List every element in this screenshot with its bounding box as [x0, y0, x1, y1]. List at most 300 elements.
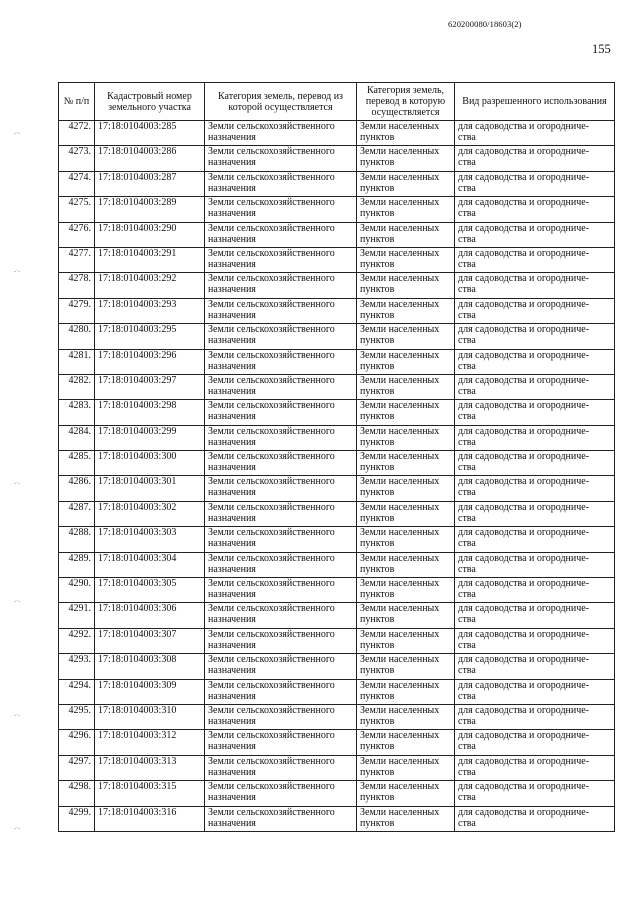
permitted-use [455, 628, 615, 653]
from-category [205, 654, 357, 679]
to-category-line1: Земли населенных [360, 324, 440, 336]
to-category [357, 527, 455, 552]
permitted-use [455, 425, 615, 450]
permitted-use-line1: для садоводства и огородниче- [458, 603, 590, 615]
from-category-line2: назначения [208, 487, 256, 499]
permitted-use [455, 476, 615, 501]
to-category [357, 654, 455, 679]
from-category-line2: назначения [208, 792, 256, 804]
permitted-use-line1: для садоводства и огородниче- [458, 527, 590, 539]
table-row [59, 704, 615, 729]
to-category [357, 425, 455, 450]
from-category-line1: Земли сельскохозяйственного [208, 527, 335, 539]
to-category [357, 171, 455, 196]
from-category-line1: Земли сельскохозяйственного [208, 121, 335, 132]
to-category-line1: Земли населенных [360, 349, 440, 361]
header-from-category: Категория земель, перевод из которой осуществляется [205, 83, 357, 121]
permitted-use-line1: для садоводства и огородниче- [458, 273, 590, 285]
to-category [357, 476, 455, 501]
permitted-use [455, 552, 615, 577]
from-category-line1: Земли сельскохозяйственного [208, 197, 335, 209]
table-row [59, 755, 615, 780]
permitted-use-line1: для садоводства и огородниче- [458, 298, 590, 310]
permitted-use [455, 501, 615, 526]
permitted-use-line1: для садоводства и огородниче- [458, 704, 590, 716]
from-category-line1: Земли сельскохозяйственного [208, 451, 335, 463]
to-category [357, 603, 455, 628]
cadastral-number: 17:18:0104003:307 [95, 628, 205, 653]
permitted-use-line2: ства [458, 512, 476, 524]
permitted-use [455, 755, 615, 780]
to-category [357, 197, 455, 222]
to-category-line1: Земли населенных [360, 476, 440, 488]
to-category [357, 451, 455, 476]
permitted-use-line2: ства [458, 715, 476, 727]
table-row [59, 374, 615, 399]
from-category-line2: назначения [208, 690, 256, 702]
from-category [205, 451, 357, 476]
from-category [205, 730, 357, 755]
to-category-line2: пунктов [360, 538, 395, 550]
from-category [205, 501, 357, 526]
to-category-line2: пунктов [360, 360, 395, 372]
from-category-line2: назначения [208, 715, 256, 727]
to-category-line2: пунктов [360, 715, 395, 727]
permitted-use-line1: для садоводства и огородниче- [458, 806, 590, 818]
to-category-line2: пунктов [360, 208, 395, 220]
from-category [205, 349, 357, 374]
permitted-use-line2: ства [458, 360, 476, 372]
to-category-line2: пунктов [360, 766, 395, 778]
from-category-line2: назначения [208, 462, 256, 474]
permitted-use-line1: для садоводства и огородниче- [458, 222, 590, 234]
margin-mark: -·- [14, 825, 21, 832]
from-category [205, 324, 357, 349]
cadastral-number: 17:18:0104003:316 [95, 806, 205, 831]
to-category-line2: пунктов [360, 182, 395, 194]
from-category-line1: Земли сельскохозяйственного [208, 704, 335, 716]
cadastral-number: 17:18:0104003:312 [95, 730, 205, 755]
to-category-line1: Земли населенных [360, 298, 440, 310]
from-category-line2: назначения [208, 335, 256, 347]
to-category-line1: Земли населенных [360, 806, 440, 818]
to-category [357, 628, 455, 653]
from-category-line2: назначения [208, 208, 256, 220]
from-category-line1: Земли сельскохозяйственного [208, 273, 335, 285]
from-category-line2: назначения [208, 563, 256, 575]
from-category-line1: Земли сельскохозяйственного [208, 806, 335, 818]
table-row [59, 628, 615, 653]
permitted-use-line1: для садоводства и огородниче- [458, 324, 590, 336]
permitted-use-line1: для садоводства и огородниче- [458, 679, 590, 691]
permitted-use [455, 298, 615, 323]
permitted-use-line2: ства [458, 690, 476, 702]
permitted-use-line1: для садоводства и огородниче- [458, 146, 590, 158]
permitted-use [455, 146, 615, 171]
to-category [357, 146, 455, 171]
row-number: 4285. [59, 451, 95, 476]
from-category [205, 527, 357, 552]
to-category-line2: пунктов [360, 690, 395, 702]
permitted-use [455, 121, 615, 146]
header-permitted-use: Вид разрешенного использования [455, 83, 615, 121]
margin-mark: -·- [14, 712, 21, 719]
cadastral-number: 17:18:0104003:289 [95, 197, 205, 222]
to-category-line2: пунктов [360, 741, 395, 753]
permitted-use-line2: ства [458, 665, 476, 677]
row-number: 4284. [59, 425, 95, 450]
from-category [205, 273, 357, 298]
to-category-line1: Земли населенных [360, 374, 440, 386]
row-number: 4292. [59, 628, 95, 653]
permitted-use-line1: для садоводства и огородниче- [458, 476, 590, 488]
to-category [357, 121, 455, 146]
cadastral-number: 17:18:0104003:286 [95, 146, 205, 171]
from-category-line1: Земли сельскохозяйственного [208, 476, 335, 488]
row-number: 4293. [59, 654, 95, 679]
table-row [59, 552, 615, 577]
table-row [59, 806, 615, 831]
permitted-use-line2: ства [458, 639, 476, 651]
from-category-line2: назначения [208, 360, 256, 372]
to-category-line2: пунктов [360, 512, 395, 524]
permitted-use-line1: для садоводства и огородниче- [458, 121, 590, 132]
to-category-line1: Земли населенных [360, 121, 440, 132]
row-number: 4295. [59, 704, 95, 729]
from-category [205, 755, 357, 780]
to-category-line1: Земли населенных [360, 146, 440, 158]
row-number: 4280. [59, 324, 95, 349]
table-row [59, 781, 615, 806]
permitted-use-line1: для садоводства и огородниче- [458, 374, 590, 386]
table-row [59, 247, 615, 272]
permitted-use-line2: ства [458, 385, 476, 397]
to-category-line2: пунктов [360, 157, 395, 169]
table-row [59, 222, 615, 247]
to-category [357, 501, 455, 526]
to-category [357, 806, 455, 831]
to-category [357, 781, 455, 806]
permitted-use-line2: ства [458, 462, 476, 474]
from-category [205, 374, 357, 399]
to-category-line1: Земли населенных [360, 552, 440, 564]
cadastral-number: 17:18:0104003:315 [95, 781, 205, 806]
to-category-line1: Земли населенных [360, 247, 440, 259]
permitted-use-line1: для садоводства и огородниче- [458, 781, 590, 793]
table-row [59, 273, 615, 298]
from-category-line1: Земли сельскохозяйственного [208, 628, 335, 640]
to-category [357, 578, 455, 603]
to-category-line2: пунктов [360, 563, 395, 575]
table-header-row [59, 83, 615, 121]
from-category [205, 298, 357, 323]
permitted-use [455, 781, 615, 806]
to-category-line1: Земли населенных [360, 400, 440, 412]
from-category-line2: назначения [208, 817, 256, 829]
from-category [205, 781, 357, 806]
cadastral-number: 17:18:0104003:287 [95, 171, 205, 196]
from-category [205, 806, 357, 831]
margin-mark: -·- [14, 598, 21, 605]
row-number: 4290. [59, 578, 95, 603]
permitted-use-line2: ства [458, 233, 476, 245]
permitted-use-line2: ства [458, 436, 476, 448]
to-category [357, 324, 455, 349]
permitted-use [455, 171, 615, 196]
to-category-line2: пунктов [360, 385, 395, 397]
permitted-use-line2: ства [458, 614, 476, 626]
permitted-use-line2: ства [458, 589, 476, 601]
from-category-line1: Земли сельскохозяйственного [208, 374, 335, 386]
from-category-line1: Земли сельскохозяйственного [208, 146, 335, 158]
cadastral-number: 17:18:0104003:301 [95, 476, 205, 501]
permitted-use [455, 654, 615, 679]
to-category-line2: пунктов [360, 335, 395, 347]
permitted-use-line1: для садоводства и огородниче- [458, 501, 590, 513]
table-row [59, 349, 615, 374]
to-category-line2: пунктов [360, 665, 395, 677]
table-row [59, 425, 615, 450]
from-category-line2: назначения [208, 665, 256, 677]
from-category-line1: Земли сельскохозяйственного [208, 425, 335, 437]
permitted-use [455, 349, 615, 374]
cadastral-number: 17:18:0104003:310 [95, 704, 205, 729]
permitted-use [455, 603, 615, 628]
table-row [59, 121, 615, 146]
permitted-use-line1: для садоводства и огородниче- [458, 400, 590, 412]
from-category-line1: Земли сельскохозяйственного [208, 400, 335, 412]
to-category-line1: Земли населенных [360, 781, 440, 793]
table-row [59, 197, 615, 222]
table-row [59, 298, 615, 323]
row-number: 4294. [59, 679, 95, 704]
to-category-line1: Земли населенных [360, 425, 440, 437]
table-row [59, 603, 615, 628]
permitted-use-line1: для садоводства и огородниче- [458, 755, 590, 767]
to-category-line2: пунктов [360, 487, 395, 499]
to-category [357, 222, 455, 247]
row-number: 4291. [59, 603, 95, 628]
row-number: 4273. [59, 146, 95, 171]
row-number: 4272. [59, 121, 95, 146]
permitted-use [455, 704, 615, 729]
permitted-use [455, 806, 615, 831]
to-category-line1: Земли населенных [360, 501, 440, 513]
row-number: 4275. [59, 197, 95, 222]
table-row [59, 171, 615, 196]
from-category-line2: назначения [208, 512, 256, 524]
margin-mark: -·- [14, 480, 21, 487]
table-row [59, 476, 615, 501]
permitted-use [455, 324, 615, 349]
permitted-use [455, 578, 615, 603]
table-row [59, 679, 615, 704]
to-category-line1: Земли населенных [360, 222, 440, 234]
from-category-line1: Земли сельскохозяйственного [208, 501, 335, 513]
from-category-line2: назначения [208, 182, 256, 194]
cadastral-number: 17:18:0104003:299 [95, 425, 205, 450]
permitted-use-line2: ства [458, 792, 476, 804]
cadastral-number: 17:18:0104003:292 [95, 273, 205, 298]
from-category-line1: Земли сельскохозяйственного [208, 324, 335, 336]
row-number: 4279. [59, 298, 95, 323]
from-category [205, 171, 357, 196]
table-row [59, 578, 615, 603]
permitted-use-line2: ства [458, 132, 476, 143]
to-category [357, 273, 455, 298]
to-category [357, 374, 455, 399]
to-category-line1: Земли населенных [360, 578, 440, 590]
permitted-use [455, 273, 615, 298]
from-category [205, 247, 357, 272]
cadastral-number: 17:18:0104003:302 [95, 501, 205, 526]
to-category-line1: Земли населенных [360, 755, 440, 767]
to-category [357, 349, 455, 374]
permitted-use [455, 400, 615, 425]
from-category-line2: назначения [208, 258, 256, 270]
from-category [205, 628, 357, 653]
row-number: 4276. [59, 222, 95, 247]
land-registry-table [58, 82, 615, 832]
to-category-line2: пунктов [360, 132, 395, 143]
permitted-use-line2: ства [458, 208, 476, 220]
permitted-use-line1: для садоводства и огородниче- [458, 628, 590, 640]
permitted-use-line1: для садоводства и огородниче- [458, 171, 590, 183]
from-category-line1: Земли сельскохозяйственного [208, 578, 335, 590]
to-category-line1: Земли населенных [360, 704, 440, 716]
permitted-use-line2: ства [458, 411, 476, 423]
cadastral-number: 17:18:0104003:297 [95, 374, 205, 399]
permitted-use-line2: ства [458, 258, 476, 270]
permitted-use [455, 679, 615, 704]
to-category-line1: Земли населенных [360, 273, 440, 285]
permitted-use-line1: для садоводства и огородниче- [458, 552, 590, 564]
cadastral-number: 17:18:0104003:300 [95, 451, 205, 476]
table-row [59, 654, 615, 679]
to-category-line2: пунктов [360, 436, 395, 448]
cadastral-number: 17:18:0104003:305 [95, 578, 205, 603]
to-category-line2: пунктов [360, 817, 395, 829]
to-category-line2: пунктов [360, 792, 395, 804]
from-category-line2: назначения [208, 741, 256, 753]
row-number: 4277. [59, 247, 95, 272]
from-category-line2: назначения [208, 436, 256, 448]
from-category-line1: Земли сельскохозяйственного [208, 247, 335, 259]
permitted-use-line1: для садоводства и огородниче- [458, 197, 590, 209]
to-category [357, 247, 455, 272]
permitted-use [455, 451, 615, 476]
from-category-line1: Земли сельскохозяйственного [208, 781, 335, 793]
from-category [205, 476, 357, 501]
row-number: 4296. [59, 730, 95, 755]
to-category [357, 298, 455, 323]
cadastral-number: 17:18:0104003:303 [95, 527, 205, 552]
to-category-line1: Земли населенных [360, 730, 440, 742]
from-category [205, 222, 357, 247]
permitted-use-line2: ства [458, 563, 476, 575]
from-category-line1: Земли сельскохозяйственного [208, 654, 335, 666]
permitted-use-line1: для садоводства и огородниче- [458, 730, 590, 742]
cadastral-number: 17:18:0104003:308 [95, 654, 205, 679]
from-category-line1: Земли сельскохозяйственного [208, 298, 335, 310]
from-category [205, 425, 357, 450]
permitted-use [455, 730, 615, 755]
table-row [59, 400, 615, 425]
margin-mark: -·- [14, 130, 21, 137]
cadastral-number: 17:18:0104003:309 [95, 679, 205, 704]
cadastral-number: 17:18:0104003:295 [95, 324, 205, 349]
from-category-line2: назначения [208, 284, 256, 296]
header-cadastral: Кадастровый номер земельного участка [95, 83, 205, 121]
permitted-use-line1: для садоводства и огородниче- [458, 247, 590, 259]
permitted-use [455, 197, 615, 222]
header-to-category: Категория земель, перевод в которую осуществляется [357, 83, 455, 121]
from-category [205, 578, 357, 603]
row-number: 4289. [59, 552, 95, 577]
permitted-use-line2: ства [458, 309, 476, 321]
permitted-use-line2: ства [458, 157, 476, 169]
to-category-line2: пунктов [360, 411, 395, 423]
permitted-use-line2: ства [458, 538, 476, 550]
from-category-line2: назначения [208, 233, 256, 245]
cadastral-number: 17:18:0104003:290 [95, 222, 205, 247]
from-category-line1: Земли сельскохозяйственного [208, 171, 335, 183]
permitted-use-line1: для садоводства и огородниче- [458, 349, 590, 361]
from-category-line1: Земли сельскохозяйственного [208, 755, 335, 767]
from-category [205, 552, 357, 577]
cadastral-number: 17:18:0104003:296 [95, 349, 205, 374]
to-category-line1: Земли населенных [360, 654, 440, 666]
permitted-use [455, 527, 615, 552]
to-category [357, 755, 455, 780]
from-category [205, 603, 357, 628]
cadastral-number: 17:18:0104003:306 [95, 603, 205, 628]
from-category-line1: Земли сельскохозяйственного [208, 679, 335, 691]
to-category-line1: Земли населенных [360, 679, 440, 691]
row-number: 4278. [59, 273, 95, 298]
page-number: 155 [592, 42, 611, 56]
row-number: 4281. [59, 349, 95, 374]
from-category-line1: Земли сельскохозяйственного [208, 552, 335, 564]
cadastral-number: 17:18:0104003:293 [95, 298, 205, 323]
to-category-line2: пунктов [360, 309, 395, 321]
permitted-use-line2: ства [458, 182, 476, 194]
to-category [357, 552, 455, 577]
table-row [59, 324, 615, 349]
from-category-line1: Земли сельскохозяйственного [208, 349, 335, 361]
permitted-use [455, 222, 615, 247]
permitted-use [455, 374, 615, 399]
from-category [205, 197, 357, 222]
permitted-use-line2: ства [458, 335, 476, 347]
cadastral-number: 17:18:0104003:285 [95, 121, 205, 146]
to-category [357, 730, 455, 755]
from-category-line1: Земли сельскохозяйственного [208, 603, 335, 615]
to-category [357, 400, 455, 425]
from-category [205, 679, 357, 704]
from-category-line2: назначения [208, 538, 256, 550]
table-row [59, 527, 615, 552]
from-category [205, 400, 357, 425]
to-category-line2: пунктов [360, 589, 395, 601]
to-category-line2: пунктов [360, 614, 395, 626]
table-row [59, 146, 615, 171]
to-category-line1: Земли населенных [360, 197, 440, 209]
permitted-use-line2: ства [458, 284, 476, 296]
to-category-line1: Земли населенных [360, 171, 440, 183]
table-row [59, 451, 615, 476]
from-category-line2: назначения [208, 132, 256, 143]
